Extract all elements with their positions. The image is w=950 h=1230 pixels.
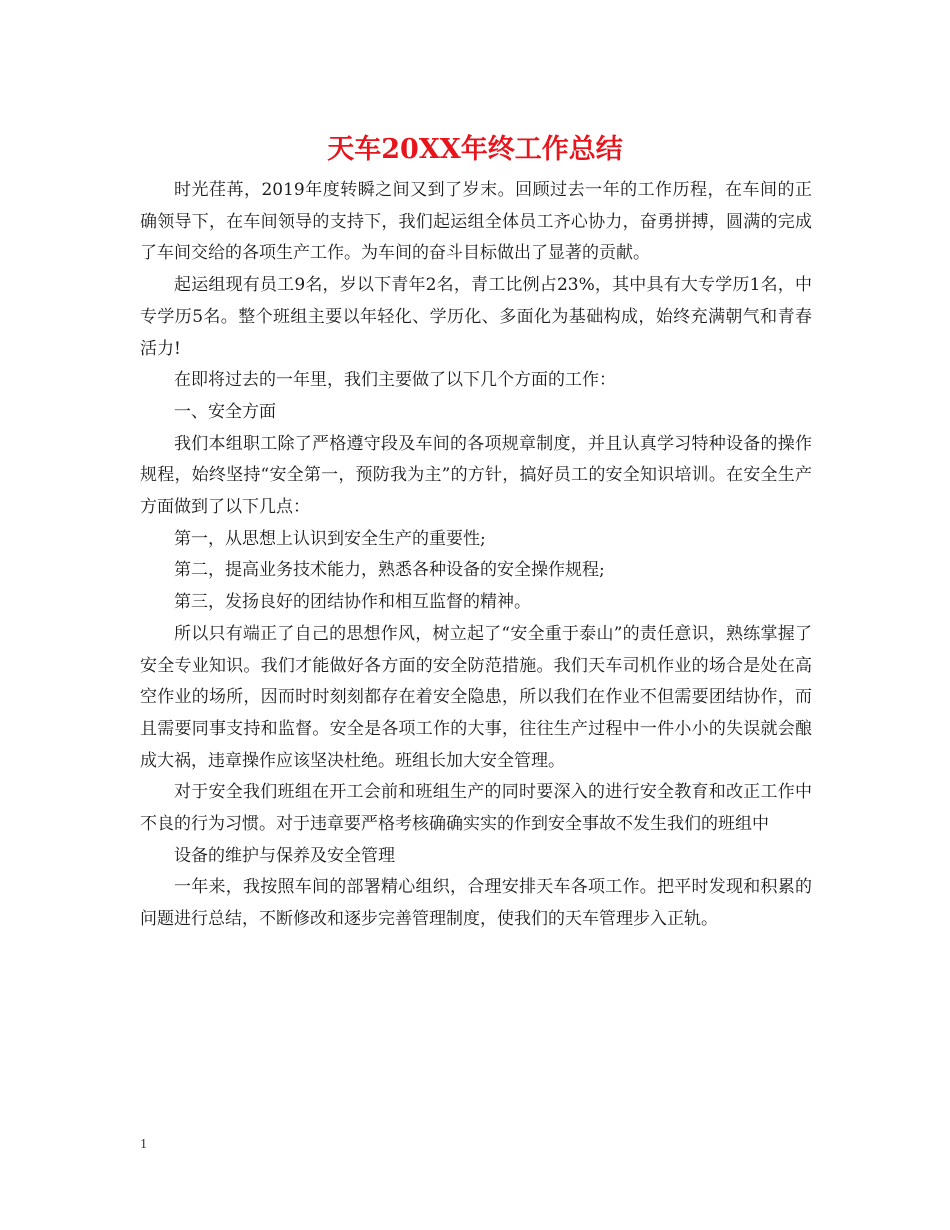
paragraph-safety-rules: 我们本组职工除了严格遵守段及车间的各项规章制度，并且认真学习特种设备的操作规程，始终坚持“安全第一，预防我为主”的方针，搞好员工的安全知识培训。在安全生产方面做到了以下几点： <box>140 433 812 518</box>
section-heading-safety: 一、安全方面 <box>174 401 276 422</box>
document-body <box>140 175 812 936</box>
page-title: 天车20XX年终工作总结 <box>327 134 623 165</box>
list-item-second: 第二，提高业务技术能力，熟悉各种设备的安全操作规程; <box>174 560 605 581</box>
section-heading-maintenance: 设备的维护与保养及安全管理 <box>174 845 395 866</box>
paragraph-work-overview: 在即将过去的一年里，我们主要做了以下几个方面的工作： <box>174 370 616 391</box>
page-number: 1 <box>140 1137 147 1152</box>
paragraph-team-composition: 起运组现有员工9名，岁以下青年2名，青工比例占23%，其中具有大专学历1名，中专学历5名。整个班组主要以年轻化、学历化、多面化为基础构成，始终充满朝气和青春活力! <box>140 275 812 359</box>
paragraph-intro: 时光荏苒，2019年度转瞬之间又到了岁末。回顾过去一年的工作历程，在车间的正确领导下，在车间领导的支持下，我们起运组全体员工齐心协力，奋勇拼搏，圆满的完成了车间交给的各项生产工作。为车间的奋斗目标做出了显著的贡献。 <box>140 180 812 264</box>
paragraph-safety-awareness: 所以只有端正了自己的思想作风，树立起了“安全重于泰山”的责任意识，熟练掌握了安全专业知识。我们才能做好各方面的安全防范措施。我们天车司机作业的场合是处在高空作业的场所，因而时时刻刻都存在着安全隐患，所以我们在作业不但需要团结协作，而且需要同事支持和监督。安全是各项工作的大事，往往生产过程中一件小小的失误就会酿成大祸，违章操作应该坚决杜绝。班组长加大安全管理。 <box>140 623 812 771</box>
paragraph-maintenance: 一年来，我按照车间的部署精心组织，合理安排天车各项工作。把平时发现和积累的问题进行总结，不断修改和逐步完善管理制度，使我们的天车管理步入正轨。 <box>140 877 812 930</box>
list-item-third: 第三，发扬良好的团结协作和相互监督的精神。 <box>174 592 531 613</box>
list-item-first: 第一，从思想上认识到安全生产的重要性; <box>174 528 486 549</box>
paragraph-safety-education: 对于安全我们班组在开工会前和班组生产的同时要深入的进行安全教育和改正工作中不良的行为习惯。对于违章要严格考核确确实实的作到安全事故不发生我们的班组中 <box>140 782 812 835</box>
